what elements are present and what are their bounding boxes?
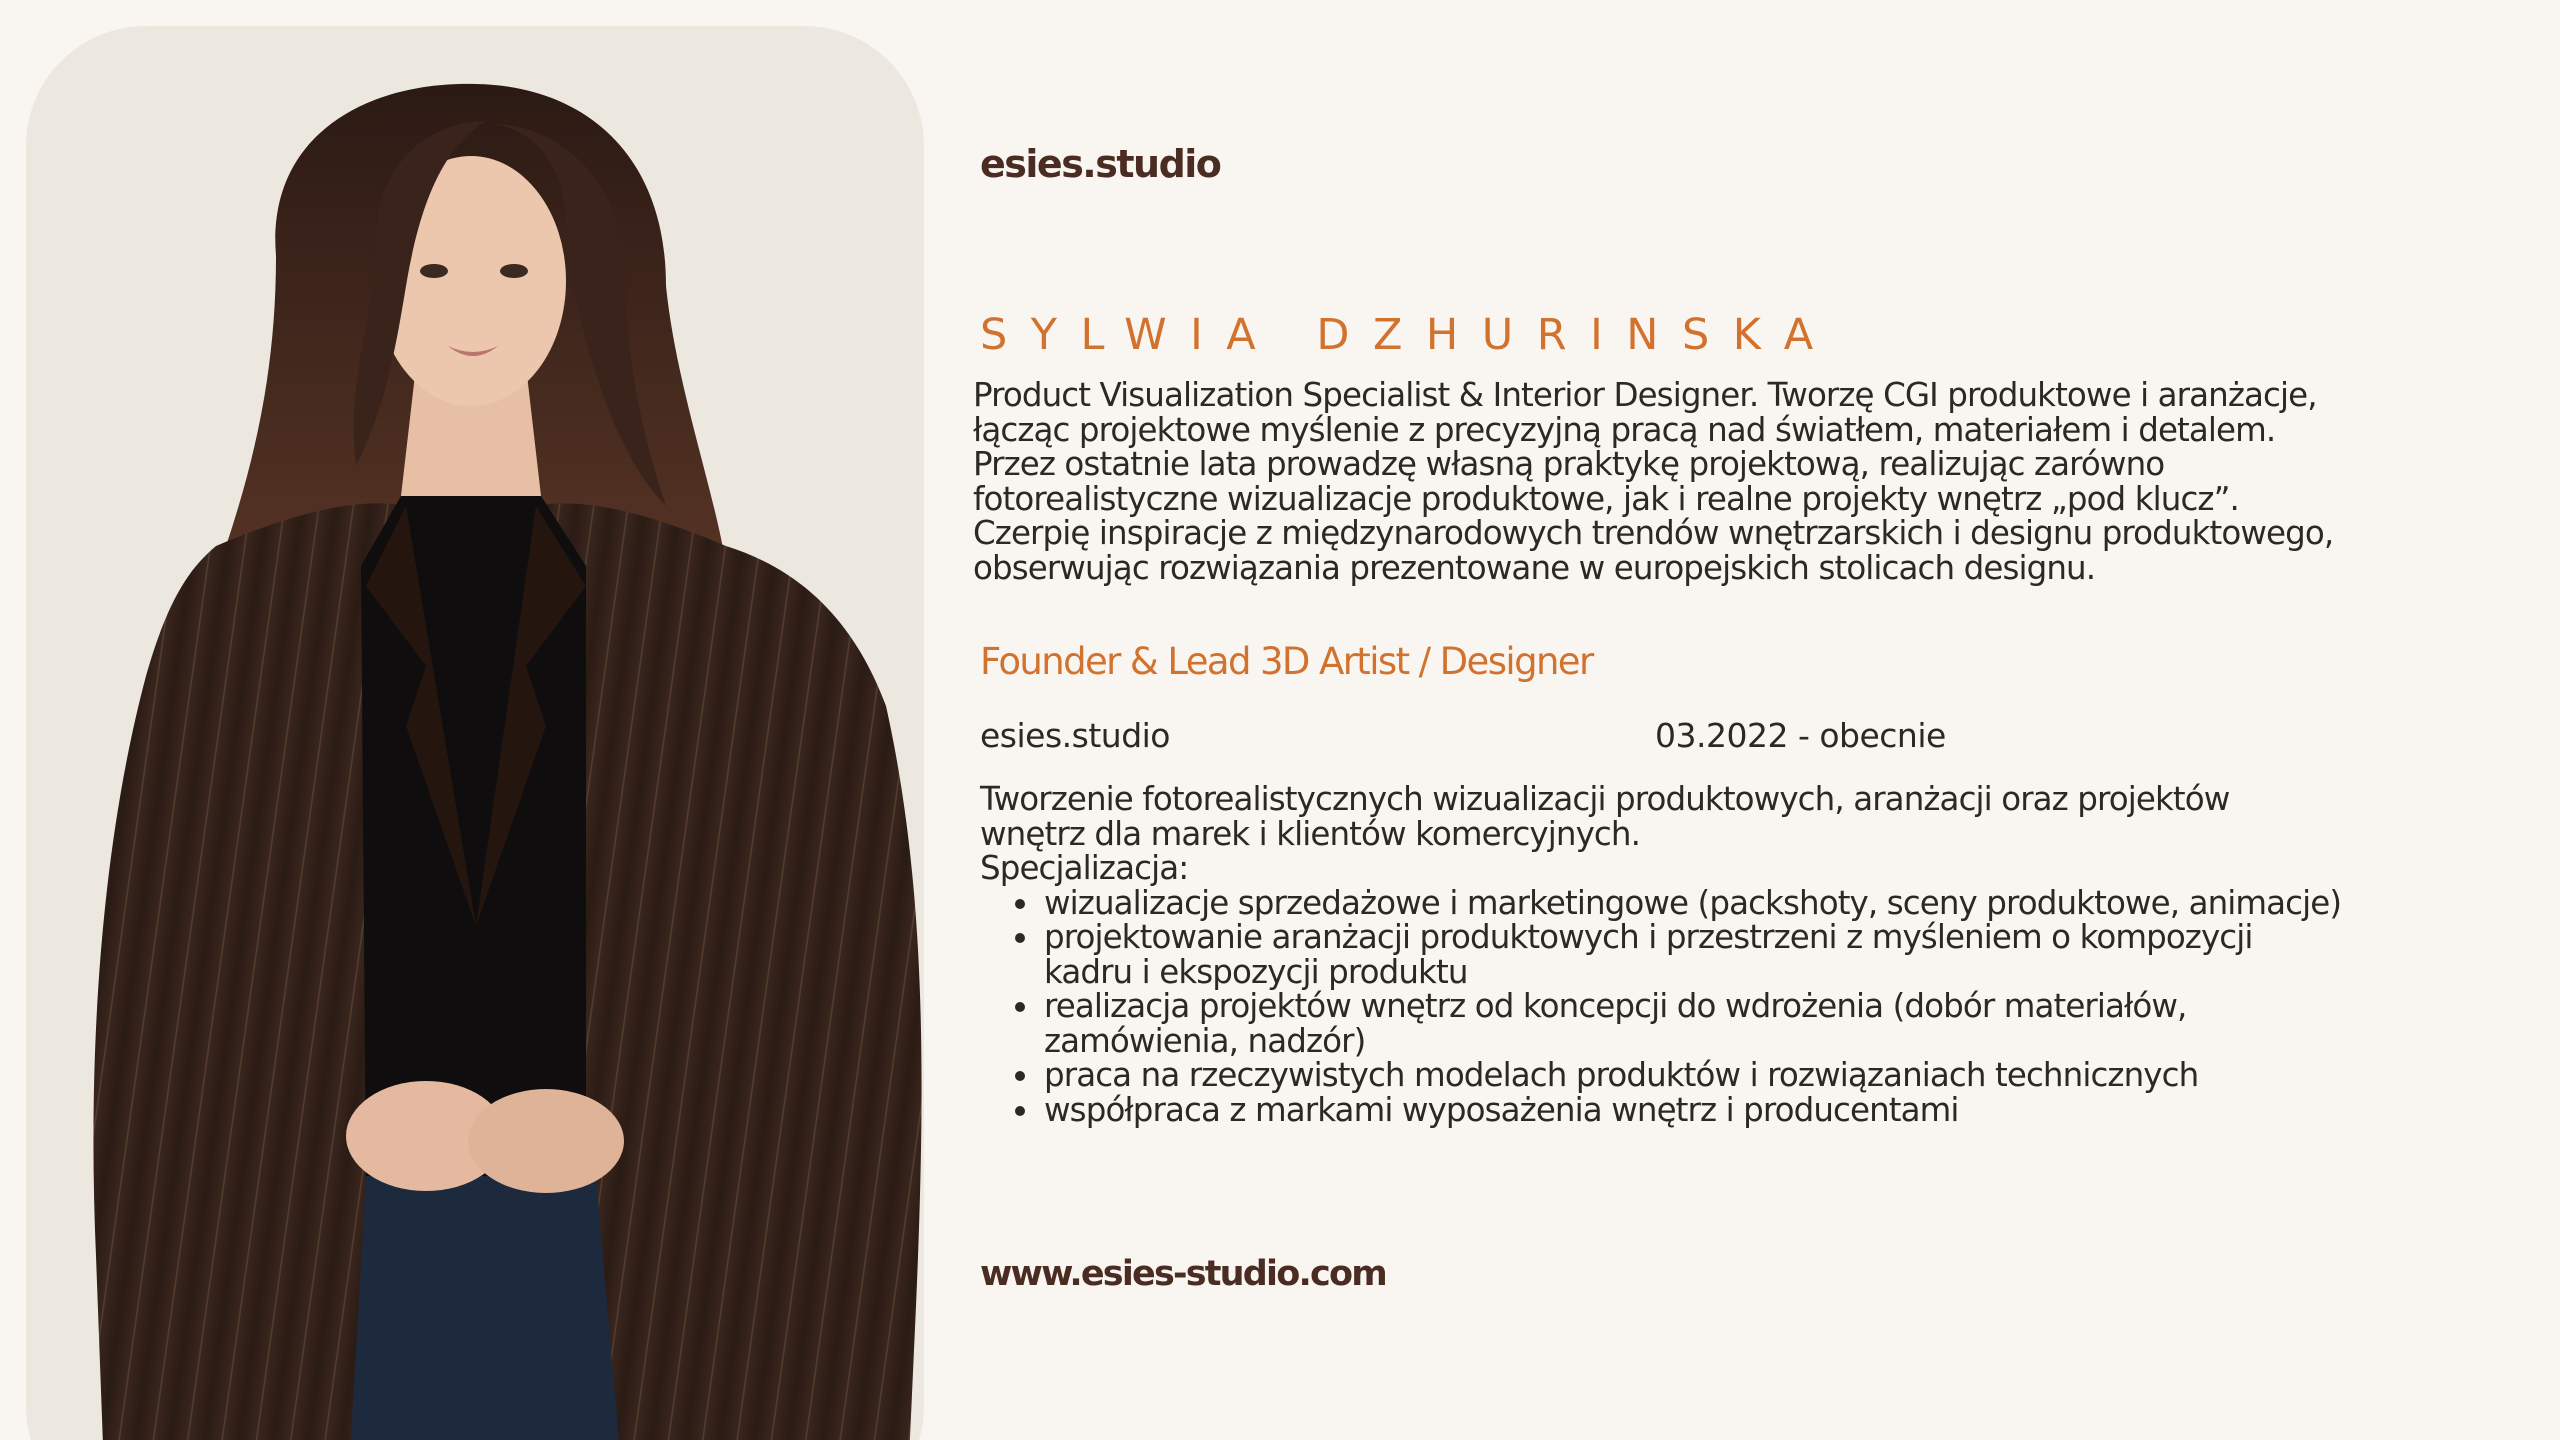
website-link[interactable]: www.esies-studio.com xyxy=(980,1254,1386,1294)
role-description xyxy=(980,782,2450,1127)
role-title: Founder & Lead 3D Artist / Designer xyxy=(980,640,1593,683)
photo-panel xyxy=(26,26,924,1440)
bio-paragraph xyxy=(973,378,2433,585)
employment-dates: 03.2022 - obecnie xyxy=(1655,716,1946,755)
list-item: praca na rzeczywistych modelach produktów i rozwiązaniach technicznych xyxy=(1044,1058,2450,1093)
bio-line: Przez ostatnie lata prowadzę własną praktykę projektową, realizując zarówno xyxy=(973,445,2165,483)
list-item: współpraca z markami wyposażenia wnętrz i producentami xyxy=(1044,1093,2450,1128)
bio-line: Czerpię inspiracje z międzynarodowych trendów wnętrzarskich i designu produktowego, xyxy=(973,514,2334,552)
specialization-list xyxy=(980,883,2450,1129)
list-item: wizualizacje sprzedażowe i marketingowe (packshoty, sceny produktowe, animacje) xyxy=(1044,886,2450,921)
bio-line: fotorealistyczne wizualizacje produktowe, jak i realne projekty wnętrz „pod klucz”. xyxy=(973,479,2239,518)
list-item: projektowanie aranżacji produktowych i przestrzeni z myśleniem o kompozycji kadru i ekspozycji produktu xyxy=(1044,920,2450,989)
portrait-photo xyxy=(26,26,924,1440)
specialization-heading: Specjalizacja: xyxy=(980,849,1189,887)
brand-logo-text: esies.studio xyxy=(980,142,1221,186)
description-line: Tworzenie fotorealistycznych wizualizacji produktowych, aranżacji oraz projektów xyxy=(980,780,2230,818)
bio-line: łącząc projektowe myślenie z precyzyjną pracą nad światłem, materiałem i detalem. xyxy=(973,410,2276,449)
list-item: realizacja projektów wnętrz od koncepcji do wdrożenia (dobór materiałów, zamówienia, nadzór) xyxy=(1044,989,2450,1058)
description-line: wnętrz dla marek i klientów komercyjnych. xyxy=(980,814,1641,853)
bio-line: obserwując rozwiązania prezentowane w europejskich stolicach designu. xyxy=(973,548,2096,587)
company-name: esies.studio xyxy=(980,716,1171,755)
bio-line: Product Visualization Specialist & Interior Designer. Tworzę CGI produktowe i aranżacje, xyxy=(973,376,2317,414)
person-name: SYLWIA DZHURINSKA xyxy=(980,310,1837,360)
